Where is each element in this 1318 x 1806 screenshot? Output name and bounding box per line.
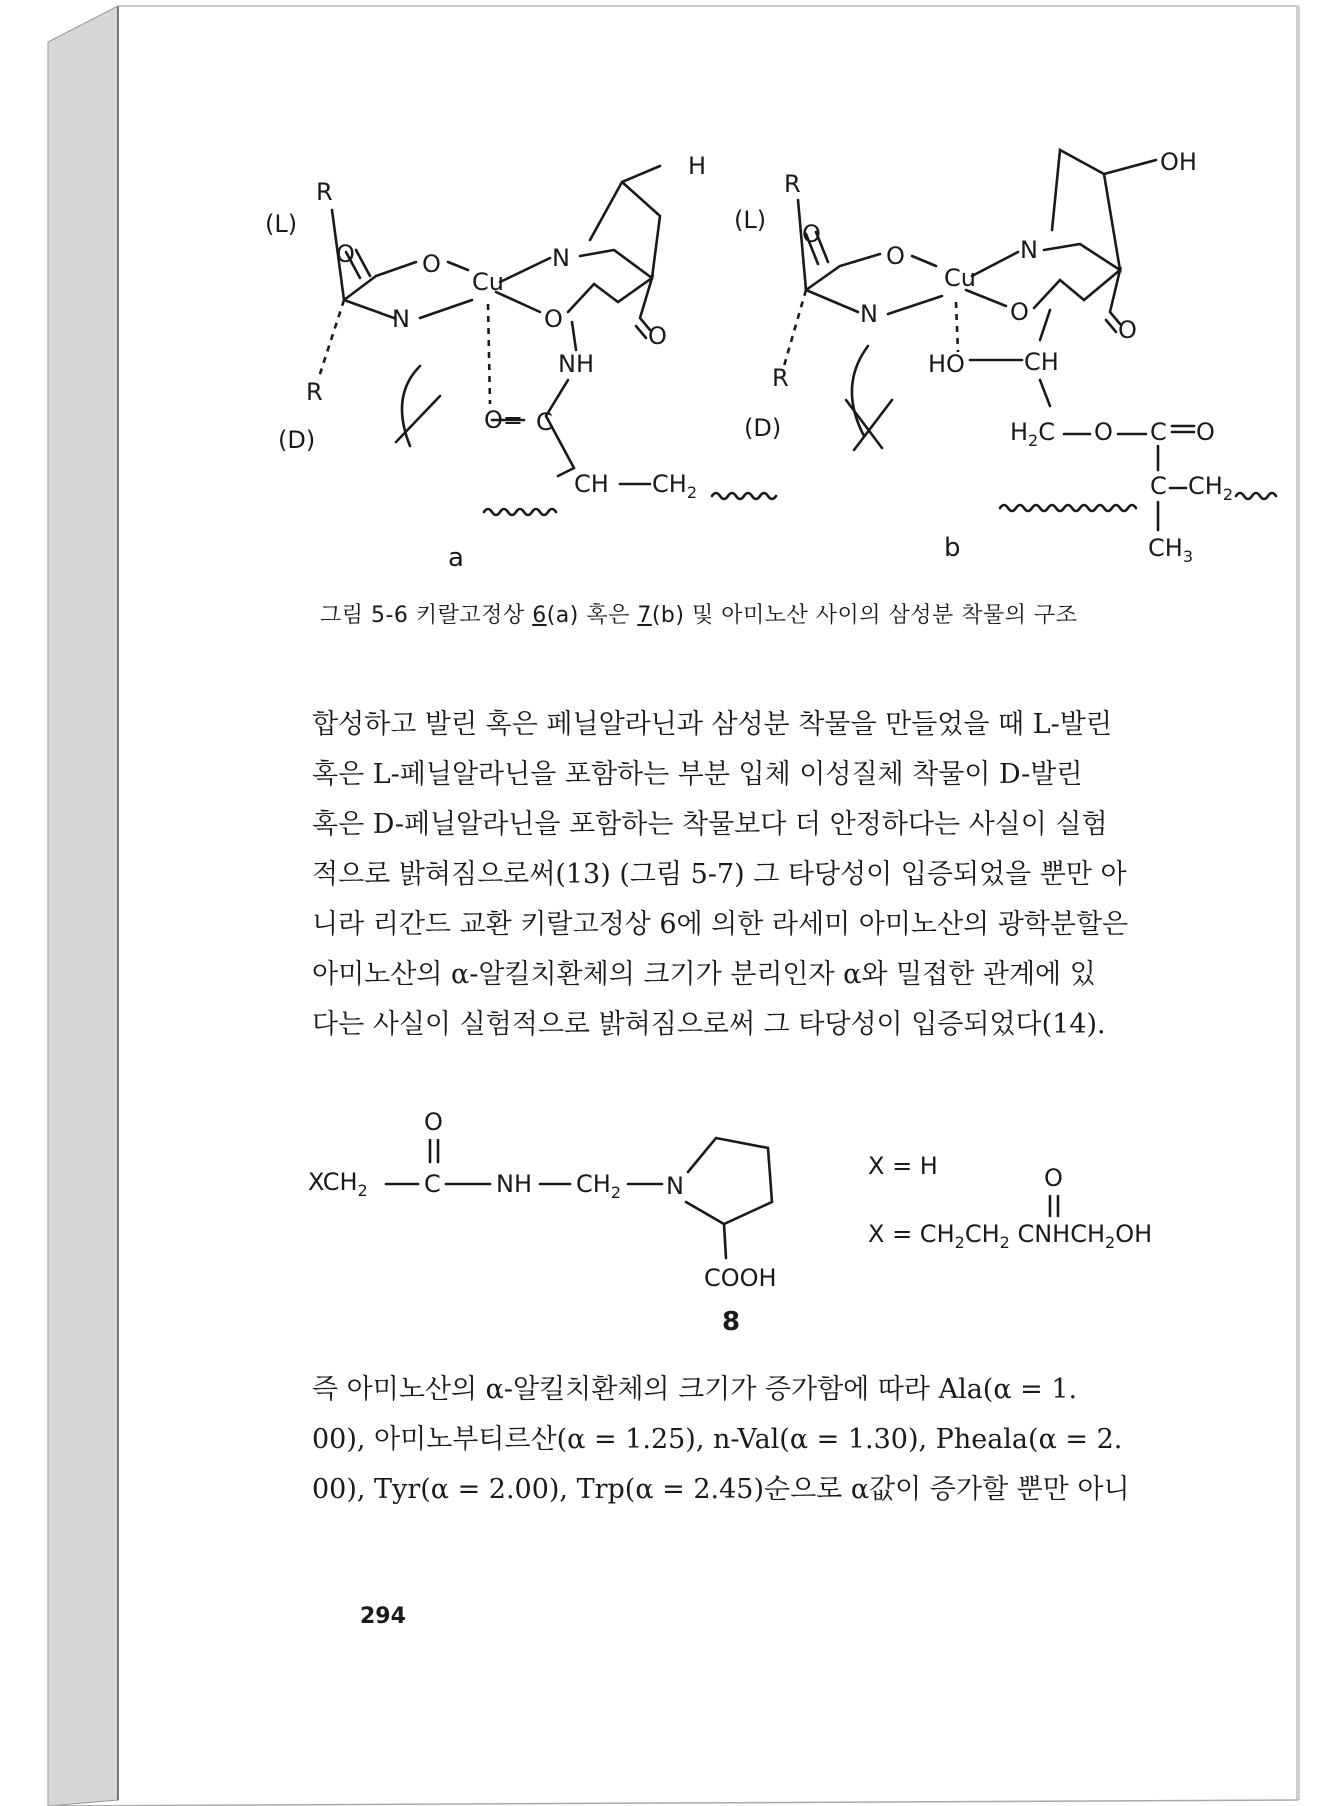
atom-label: (D) bbox=[744, 414, 782, 442]
atom-label: O bbox=[1118, 316, 1137, 344]
atom-label: O bbox=[336, 240, 355, 268]
atom-label: R bbox=[772, 364, 789, 392]
atom-label: O bbox=[422, 250, 441, 278]
x-equals-h: X = H bbox=[868, 1152, 938, 1180]
atom-label: O bbox=[886, 242, 905, 270]
atom-label: (D) bbox=[278, 426, 316, 454]
compound-number: 8 bbox=[722, 1307, 741, 1337]
text-line: 혹은 D-페닐알라닌을 포함하는 착물보다 더 안정하다는 사실이 실험 bbox=[312, 809, 1108, 840]
atom-label: (L) bbox=[734, 206, 767, 234]
atom-label: $CH_2$ bbox=[652, 470, 697, 502]
atom-label: N bbox=[860, 300, 878, 328]
figure-label-a: a bbox=[448, 543, 464, 573]
atom-label: NH bbox=[558, 350, 594, 378]
x-equals-chain: $X = CH_2CH_2$ $CNHCH_2OH$ bbox=[868, 1220, 1153, 1252]
atom-label: $CH_2$ bbox=[576, 1170, 621, 1202]
caption-prefix: 그림 5-6 키랄고정상 bbox=[320, 603, 533, 628]
atom-label: HO bbox=[928, 350, 965, 378]
caption-suffix: (b) 및 아미노산 사이의 삼성분 착물의 구조 bbox=[651, 603, 1078, 628]
text-line: 다는 사실이 실험적으로 밝혀짐으로써 그 타당성이 입증되었다(14). bbox=[312, 1009, 1106, 1040]
atom-label: N bbox=[552, 244, 570, 272]
caption-mid: (a) 혹은 bbox=[546, 603, 638, 628]
text-line: 합성하고 발린 혹은 페닐알라닌과 삼성분 착물을 만들었을 때 L-발린 bbox=[312, 709, 1112, 740]
atom-label: CH bbox=[574, 470, 609, 498]
atom-label: C bbox=[1150, 418, 1167, 446]
atom-label: C bbox=[424, 1170, 441, 1198]
atom-label: N bbox=[666, 1172, 684, 1200]
structure-b bbox=[734, 148, 1276, 566]
atom-label: COOH bbox=[704, 1264, 777, 1292]
atom-label: Cu bbox=[944, 264, 976, 292]
atom-label: OH bbox=[1160, 148, 1197, 176]
atom-label: $H_2C$ bbox=[1010, 418, 1055, 450]
atom-label: C bbox=[536, 408, 553, 436]
atom-label: $CH_3$ bbox=[1148, 534, 1193, 566]
atom-label: (L) bbox=[265, 210, 298, 238]
atom-label: O= bbox=[484, 406, 523, 434]
atom-label: Cu bbox=[472, 268, 504, 296]
paragraph-2 bbox=[312, 1365, 1212, 1515]
text-line: 혹은 L-페닐알라닌을 포함하는 부분 입체 이성질체 착물이 D-발린 bbox=[312, 759, 1083, 790]
atom-label: O bbox=[424, 1108, 443, 1136]
text-line: 00), Tyr(α = 2.00), Trp(α = 2.45)순으로 α값이 증가할 뿐만 아니 bbox=[312, 1474, 1130, 1505]
atom-label: O bbox=[648, 322, 667, 350]
figure-5-6 bbox=[0, 0, 1318, 600]
page-number: 294 bbox=[360, 1604, 406, 1629]
paragraph-1 bbox=[312, 700, 1212, 1050]
atom-label: O bbox=[1044, 1164, 1063, 1192]
atom-label: N bbox=[1020, 236, 1038, 264]
figure-label-b: b bbox=[944, 533, 961, 563]
atom-label: NH bbox=[496, 1170, 532, 1198]
figure-caption bbox=[320, 598, 1220, 629]
atom-label: $CH_2$ bbox=[1188, 472, 1233, 504]
caption-num-b: 7 bbox=[637, 603, 652, 628]
text-line: 00), 아미노부티르산(α = 1.25), n-Val(α = 1.30), Pheala(α = 2. bbox=[312, 1424, 1123, 1455]
atom-label: O bbox=[802, 220, 821, 248]
atom-label: O bbox=[1010, 298, 1029, 326]
atom-label: C bbox=[1150, 472, 1167, 500]
atom-label: R bbox=[306, 378, 323, 406]
compound-8-structure bbox=[0, 1090, 1318, 1350]
structure-a bbox=[265, 152, 776, 573]
atom-label: N bbox=[392, 305, 410, 333]
text-line: 즉 아미노산의 α-알킬치환체의 크기가 증가함에 따라 Ala(α = 1. bbox=[312, 1374, 1078, 1405]
atom-label: H bbox=[688, 152, 707, 180]
atom-label: R bbox=[784, 170, 801, 198]
atom-label: CH bbox=[1024, 348, 1059, 376]
caption-num-a: 6 bbox=[532, 603, 547, 628]
atom-label: R bbox=[316, 178, 333, 206]
atom-label: O bbox=[1094, 418, 1113, 446]
text-line: 아미노산의 α-알킬치환체의 크기가 분리인자 α와 밀접한 관계에 있 bbox=[312, 959, 1096, 990]
text-line: 적으로 밝혀짐으로써(13) (그림 5-7) 그 타당성이 입증되었을 뿐만 아 bbox=[312, 859, 1127, 890]
text-line: 니라 리간드 교환 키랄고정상 6에 의한 라세미 아미노산의 광학분할은 bbox=[312, 909, 1129, 940]
atom-label: O bbox=[1196, 418, 1215, 446]
atom-label: $XCH_2$ bbox=[308, 1168, 368, 1200]
atom-label: O bbox=[544, 305, 563, 333]
